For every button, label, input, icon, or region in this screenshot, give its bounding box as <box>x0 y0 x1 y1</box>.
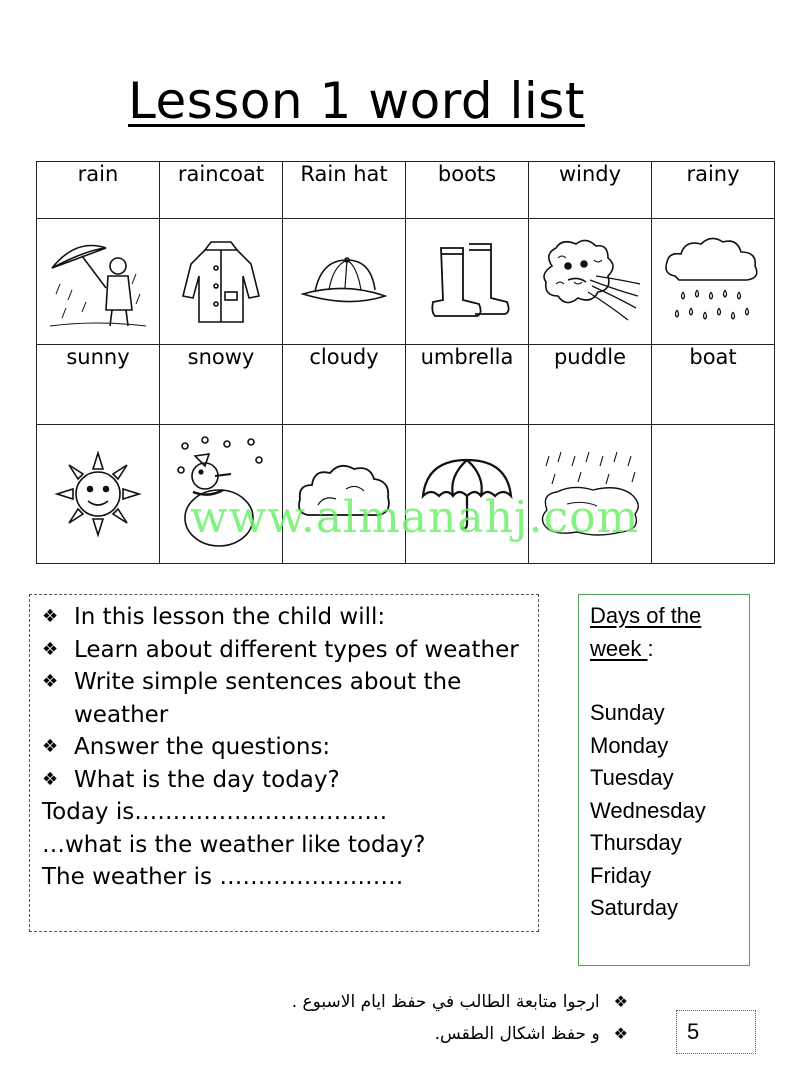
word-cell: rain <box>37 162 160 219</box>
word-row <box>37 345 775 425</box>
picture-cell <box>283 219 406 345</box>
objective-item <box>42 731 530 764</box>
boots-icon <box>419 242 515 322</box>
word-cell: umbrella <box>406 345 529 425</box>
word-cell: cloudy <box>283 345 406 425</box>
rain-icon <box>46 234 150 330</box>
day-item: Saturday <box>590 895 679 920</box>
bullet-icon: ❖ <box>613 1024 628 1043</box>
word-cell: rainy <box>652 162 775 219</box>
picture-cell <box>529 219 652 345</box>
fill-in-line: The weather is …………………… <box>42 864 404 890</box>
windy-icon <box>538 236 642 328</box>
bullet-icon: ❖ <box>42 638 59 660</box>
days-heading-text: Days of the week <box>590 603 702 661</box>
rainy-icon <box>661 234 765 330</box>
parent-note <box>208 992 628 1012</box>
parent-note <box>208 1024 628 1044</box>
picture-cell <box>160 219 283 345</box>
days-of-week-box <box>578 594 750 966</box>
page-number: 5 <box>676 1010 756 1054</box>
objective-text: Answer the questions: <box>74 734 331 760</box>
word-cell: windy <box>529 162 652 219</box>
objective-text: In this lesson the child will: <box>74 604 386 630</box>
day-item: Wednesday <box>590 797 706 823</box>
bullet-icon: ❖ <box>42 768 59 790</box>
day-item: Thursday <box>590 830 682 855</box>
parent-note-text: ارجوا متابعة الطالب في حفظ ايام الاسبوع . <box>291 992 600 1012</box>
picture-cell <box>652 219 775 345</box>
bullet-icon: ❖ <box>42 606 59 627</box>
word-cell: puddle <box>529 345 652 425</box>
day-item: Tuesday <box>590 765 674 790</box>
word-cell: snowy <box>160 345 283 425</box>
objective-item <box>42 666 530 731</box>
fill-in-line: Today is…………………………… <box>42 799 388 825</box>
objective-item <box>42 764 530 797</box>
sun-icon <box>53 449 143 539</box>
day-item: Sunday <box>590 700 665 725</box>
picture-cell <box>37 219 160 345</box>
word-row <box>37 162 775 219</box>
objective-text: Write simple sentences about the weather <box>74 669 462 728</box>
day-item: Monday <box>590 732 669 758</box>
word-cell: sunny <box>37 345 160 425</box>
objective-item <box>42 634 530 667</box>
objective-text: Learn about different types of weather <box>74 636 519 663</box>
day-item: Friday <box>590 862 652 888</box>
lesson-objectives-box <box>29 594 539 932</box>
days-heading <box>590 600 749 665</box>
fill-in-line: …what is the weather like today? <box>42 831 426 858</box>
watermark: www.almanahj.com <box>190 492 640 543</box>
parent-note-text: و حفظ اشكال الطقس. <box>434 1024 600 1044</box>
objective-item <box>42 601 530 634</box>
bullet-icon: ❖ <box>613 992 628 1011</box>
picture-cell <box>406 219 529 345</box>
word-cell: boat <box>652 345 775 425</box>
picture-cell <box>652 425 775 564</box>
days-heading-colon: : <box>647 635 654 661</box>
word-cell: boots <box>406 162 529 219</box>
picture-row <box>37 219 775 345</box>
word-cell: Rain hat <box>283 162 406 219</box>
raincoat-icon <box>179 234 263 330</box>
objective-text: What is the day today? <box>74 766 340 793</box>
page-title: Lesson 1 word list <box>128 72 585 130</box>
bullet-icon: ❖ <box>42 671 59 692</box>
word-cell: raincoat <box>160 162 283 219</box>
bullet-icon: ❖ <box>42 736 59 757</box>
rain-hat-icon <box>299 252 389 312</box>
picture-cell <box>37 425 160 564</box>
